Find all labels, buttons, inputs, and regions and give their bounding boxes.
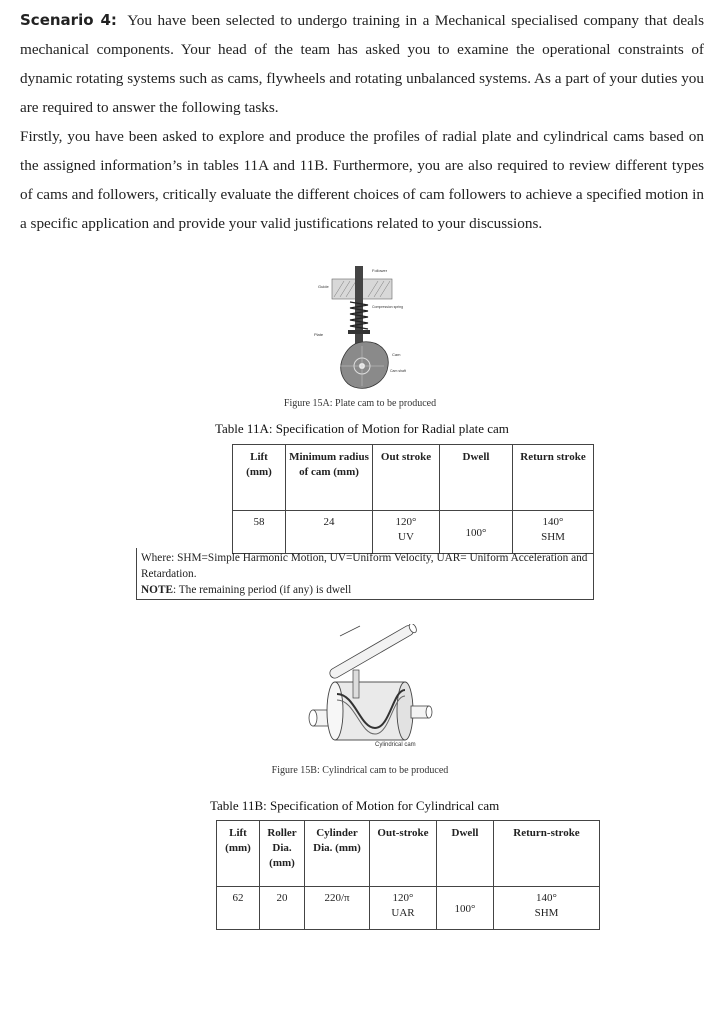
th-cylinder: Cylinder Dia. (mm) bbox=[305, 821, 370, 887]
td-return-stroke-b bbox=[494, 887, 600, 930]
table-11b bbox=[216, 820, 600, 930]
th-out-stroke-b: Out-stroke bbox=[370, 821, 437, 887]
out-motion: UV bbox=[398, 531, 414, 543]
cylindrical-cam-figure bbox=[305, 624, 435, 754]
table-11a bbox=[232, 444, 594, 554]
td-lift: 58 bbox=[233, 511, 286, 554]
label-camshaft: Cam shaft bbox=[390, 369, 406, 373]
td-out-stroke-b bbox=[370, 887, 437, 930]
plate-cam-figure bbox=[310, 264, 420, 394]
legend-text: Where: SHM=Simple Harmonic Motion, UV=Uniform Velocity, UAR= Uniform Acceleration and Retardation. bbox=[141, 552, 588, 580]
th-lift-b: Lift (mm) bbox=[217, 821, 260, 887]
table-11b-title: Table 11B: Specification of Motion for Cylindrical cam bbox=[210, 798, 500, 813]
label-follower: Follower bbox=[372, 268, 388, 273]
label-plate: Plate bbox=[314, 332, 324, 337]
th-out-stroke: Out stroke bbox=[373, 445, 440, 511]
note-line bbox=[141, 582, 589, 598]
scenario-paragraph-1-text: You have been selected to undergo training in a Mechanical specialised company that deals mechanical components. Your head of the team has asked you to examine the operational constraints of dynamic rotating systems such as cams, flywheels and rotating unbalanced systems. As a part of your duties you are required to answer the following tasks. bbox=[20, 12, 705, 116]
out-angle-b: 120° bbox=[392, 892, 414, 904]
label-cylindrical-cam: Cylindrical cam bbox=[375, 742, 416, 748]
note-label: NOTE bbox=[141, 584, 174, 596]
td-cylinder: 220/π bbox=[305, 887, 370, 930]
figure-15a-caption: Figure 15A: Plate cam to be produced bbox=[283, 398, 437, 409]
table-11a-title: Table 11A: Specification of Motion for Radial plate cam bbox=[215, 421, 509, 436]
out-angle: 120° bbox=[395, 516, 417, 528]
td-dwell-b: 100° bbox=[437, 887, 494, 930]
th-return-stroke: Return stroke bbox=[513, 445, 594, 511]
label-spring: Compression spring bbox=[372, 305, 404, 309]
table-11a-notes bbox=[136, 548, 594, 600]
return-angle-b: 140° bbox=[536, 892, 557, 904]
return-motion: SHM bbox=[541, 531, 565, 543]
th-roller: Roller Dia. (mm) bbox=[260, 821, 305, 887]
th-dwell-b: Dwell bbox=[437, 821, 494, 887]
td-dwell: 100° bbox=[440, 511, 513, 554]
return-angle: 140° bbox=[542, 516, 564, 528]
th-min-radius: Minimum radius of cam (mm) bbox=[286, 445, 373, 511]
label-cam: Cam bbox=[392, 352, 401, 357]
th-return-stroke-b: Return-stroke bbox=[494, 821, 600, 887]
scenario-paragraph-2: Firstly, you have been asked to explore and produce the profiles of radial plate and cylindrical cams based on the assigned information’s in tables 11A and 11B. Furthermore, you are also required to review different types of cams and followers, critically evaluate the different choices of cam followers to achieve a specified motion in a specific application and provide your valid justifications related to your discussions. bbox=[20, 128, 704, 232]
td-min-radius: 24 bbox=[286, 511, 373, 554]
note-text: : The remaining period (if any) is dwell bbox=[173, 584, 352, 596]
td-lift-b: 62 bbox=[217, 887, 260, 930]
th-dwell: Dwell bbox=[440, 445, 513, 511]
th-lift: Lift (mm) bbox=[233, 445, 286, 511]
label-guide: Guide bbox=[318, 284, 329, 289]
scenario-label: Scenario 4: bbox=[20, 11, 117, 29]
figure-15b-caption: Figure 15B: Cylindrical cam to be produced bbox=[271, 765, 449, 776]
out-motion-b: UAR bbox=[391, 907, 415, 919]
table-11b-value-row bbox=[217, 887, 600, 930]
td-roller: 20 bbox=[260, 887, 305, 930]
scenario-paragraph-1 bbox=[20, 6, 704, 122]
table-11b-header-row bbox=[217, 821, 600, 887]
return-motion-b: SHM bbox=[534, 907, 559, 919]
table-11a-header-row bbox=[233, 445, 594, 511]
